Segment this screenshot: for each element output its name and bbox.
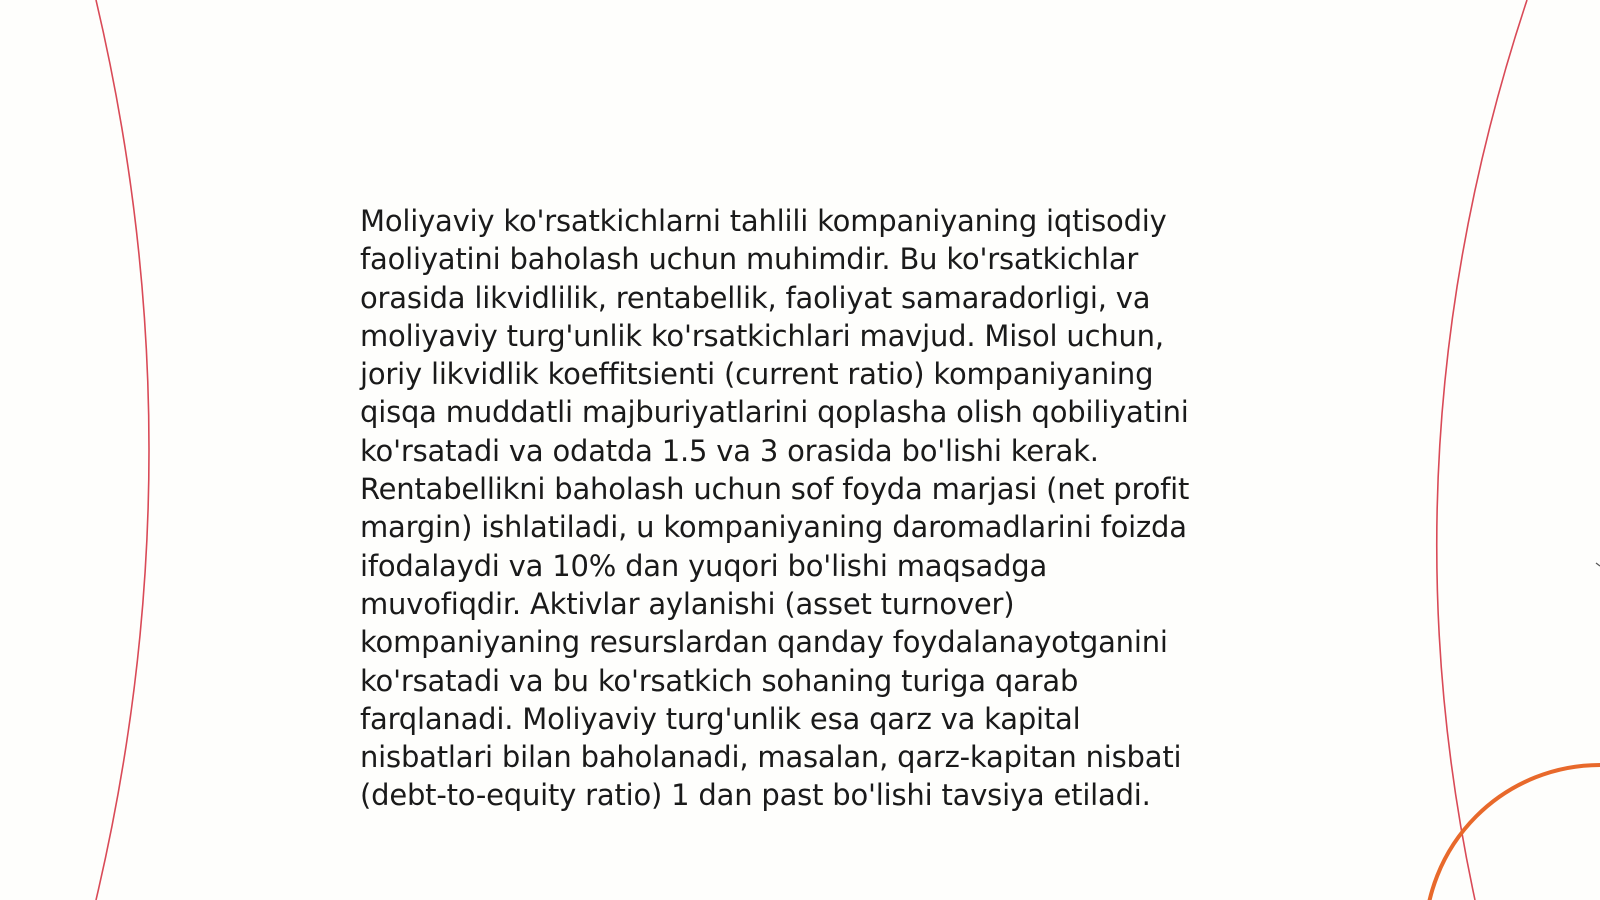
left-curve-line (96, 0, 149, 900)
small-tick-mark (1596, 563, 1600, 566)
orange-accent-arc (1425, 765, 1600, 900)
body-paragraph: Moliyaviy ko'rsatkichlarni tahlili kompaniyaning iqtisodiy faoliyatini baholash uchun muhimdir. Bu ko'rsatkichlar orasida likvidlilik, rentabellik, faoliyat samaradorligi, va moliyaviy turg'unlik ko'rsatkichlari mavjud. Misol uchun, joriy likvidlik koeffitsienti (current ratio) kompaniyaning qisqa muddatli majburiyatlarini qoplasha olish qobiliyatini ko'rsatadi va odatda 1.5 va 3 orasida bo'lishi kerak. Rentabellikni baholash uchun sof foyda marjasi (net profit margin) ishlatiladi, u kompaniyaning daromadlarini foizda ifodalaydi va 10% dan yuqori bo'lishi maqsadga muvofiqdir. Aktivlar aylanishi (asset turnover) kompaniyaning resurslardan qanday foydalanayotganini ko'rsatadi va bu ko'rsatkich sohaning turiga qarab farqlanadi. Moliyaviy turg'unlik esa qarz va kapital nisbatlari bilan baholanadi, masalan, qarz-kapitan nisbati (debt-to-equity ratio) 1 dan past bo'lishi tavsiya etiladi. (360, 204, 1190, 813)
right-curve-line (1437, 0, 1527, 900)
